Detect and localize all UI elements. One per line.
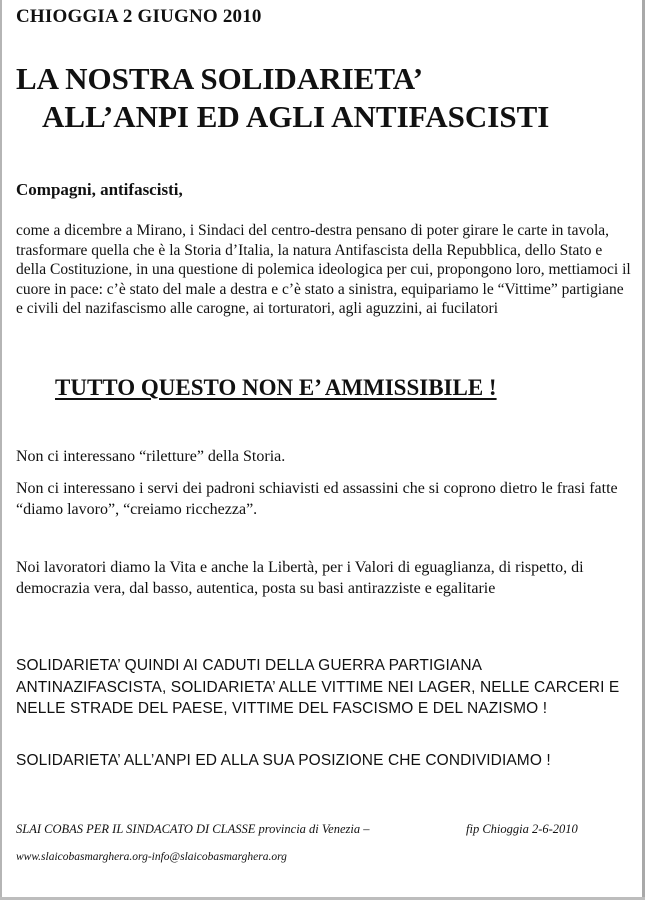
scan-edge-left (0, 0, 2, 900)
paragraph-lavoratori: Noi lavoratori diamo la Vita e anche la Libertà, per i Valori di eguaglianza, di rispetto, di democrazia vera, dal basso, autentica, posta su basi antirazziste e egalitarie (16, 559, 584, 597)
footer-signature (16, 822, 636, 837)
solidarity-paragraph-caduti: SOLIDARIETA’ QUINDI AI CADUTI DELLA GUERRA PARTIGIANA ANTINAZIFASCISTA, SOLIDARIETA’ ALLE VITTIME NEI LAGER, NELLE CARCERI E NELLE STRADE DEL PAESE, VITTIME DEL FASCISMO E DEL NAZISMO ! (16, 657, 620, 717)
intro-paragraph: come a dicembre a Mirano, i Sindaci del centro-destra pensano di poter girare le carte in tavola, trasformare quella che è la Storia d’Italia, la natura Antifascista della Repubblica, dello Stato e della Costituzione, in una questione di polemica ideologica per cui, propongono loro, mettiamoci il cuore in pace: c’è stato del male a destra e c’è stato a sinistra, equipariamo le “Vittime” partigiane e civili del nazifascismo alle carogne, ai torturatori, agli aguzzini, ai fucilatori (16, 222, 631, 318)
headline (16, 60, 636, 136)
footer-org: SLAI COBAS PER IL SINDACATO DI CLASSE provincia di Venezia – (16, 822, 370, 836)
slogan: TUTTO QUESTO NON E’ AMMISSIBILE ! (55, 375, 497, 400)
greeting: Compagni, antifascisti, (16, 180, 183, 199)
solidarity-paragraph-anpi: SOLIDARIETA’ ALL’ANPI ED ALLA SUA POSIZIONE CHE CONDIVIDIAMO ! (16, 752, 551, 769)
paragraph-riletture: Non ci interessano “riletture” della Storia. (16, 448, 286, 465)
footer-web-link[interactable]: www.slaicobasmarghera.org-info@slaicobasmarghera.org (16, 851, 287, 863)
headline-line-1: LA NOSTRA SOLIDARIETA’ (16, 61, 424, 96)
dateline: CHIOGGIA 2 GIUGNO 2010 (16, 6, 262, 27)
footer-date: fip Chioggia 2-6-2010 (466, 822, 578, 836)
paragraph-servi: Non ci interessano i servi dei padroni schiavisti ed assassini che si coprono dietro le frasi fatte “diamo lavoro”, “creiamo ricchezza”. (16, 480, 618, 518)
headline-line-2: ALL’ANPI ED AGLI ANTIFASCISTI (42, 99, 550, 134)
